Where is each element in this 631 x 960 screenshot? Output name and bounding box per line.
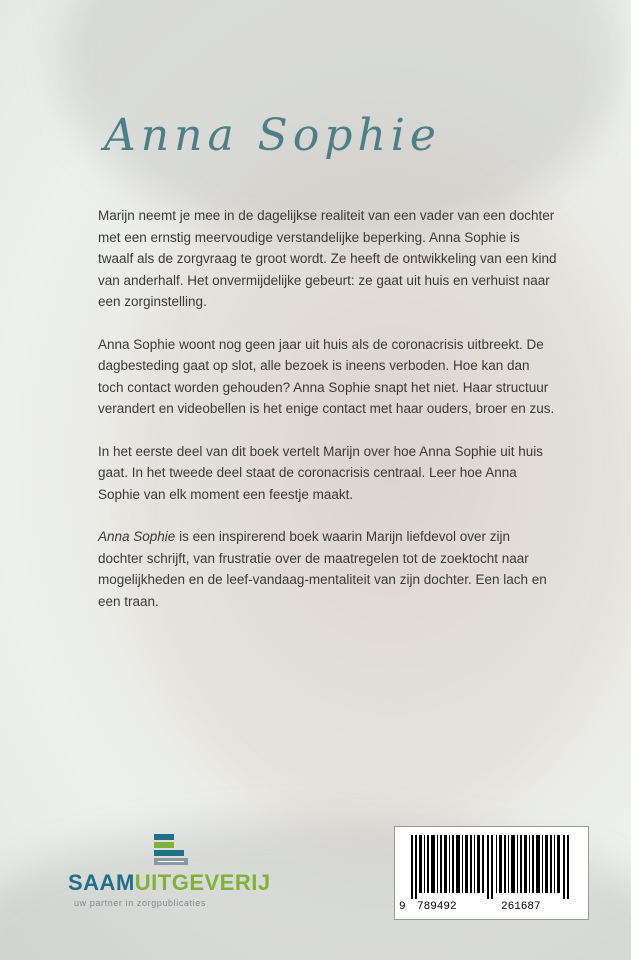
publisher-name — [68, 870, 271, 896]
book-title: Anna Sophie — [104, 110, 441, 161]
blurb-paragraph-4-text: is een inspirerend boek waarin Marijn liefdevol over zijn dochter schrijft, van frustratie over de maatregelen tot de zoektocht naar mogelijkheden en de leef-vandaag-mentaliteit van zijn dochter. Een lach en een traan. — [98, 529, 547, 609]
barcode-digits-group-1: 789492 — [417, 901, 457, 913]
barcode-digit-first: 9 — [399, 901, 406, 913]
barcode-digits-group-2: 261687 — [501, 901, 541, 913]
barcode-bars — [403, 835, 580, 899]
publisher-tagline: uw partner in zorgpublicaties — [74, 898, 206, 908]
publisher-name-part2: UITGEVERIJ — [134, 870, 271, 895]
publisher-name-part1: SAAM — [68, 870, 135, 895]
blurb-paragraph-2: Anna Sophie woont nog geen jaar uit huis als de coronacrisis uitbreekt. De dagbesteding gaat op slot, alle bezoek is ineens verboden. Hoe kan dan toch contact worden gehouden? Anna Sophie snapt het niet. Haar structuur verandert en videobellen is het enige contact met haar ouders, broer en zus. — [98, 336, 555, 416]
isbn-barcode — [394, 826, 589, 920]
books-stack-icon — [150, 832, 190, 868]
blurb-paragraph-4 — [98, 526, 558, 612]
blurb-paragraph-3: In het eerste deel van dit boek vertelt Marijn over hoe Anna Sophie uit huis gaat. In het tweede deel staat de coronacrisis centraal. Leer hoe Anna Sophie van elk moment een feestje maakt. — [98, 443, 544, 502]
blurb-paragraph-1: Marijn neemt je mee in de dagelijkse realiteit van een vader van een dochter met een ernstig meervoudige verstandelijke beperking. Anna Sophie is twaalf als de zorgvraag te groot wordt. Ze heeft de ontwikkeling van een kind van anderhalf. Het onvermijdelijke gebeurt: ze gaat uit huis en verhuist naar een zorginstelling. — [98, 208, 557, 309]
back-cover-blurb — [98, 205, 558, 633]
blurb-title-italic: Anna Sophie — [98, 529, 176, 544]
